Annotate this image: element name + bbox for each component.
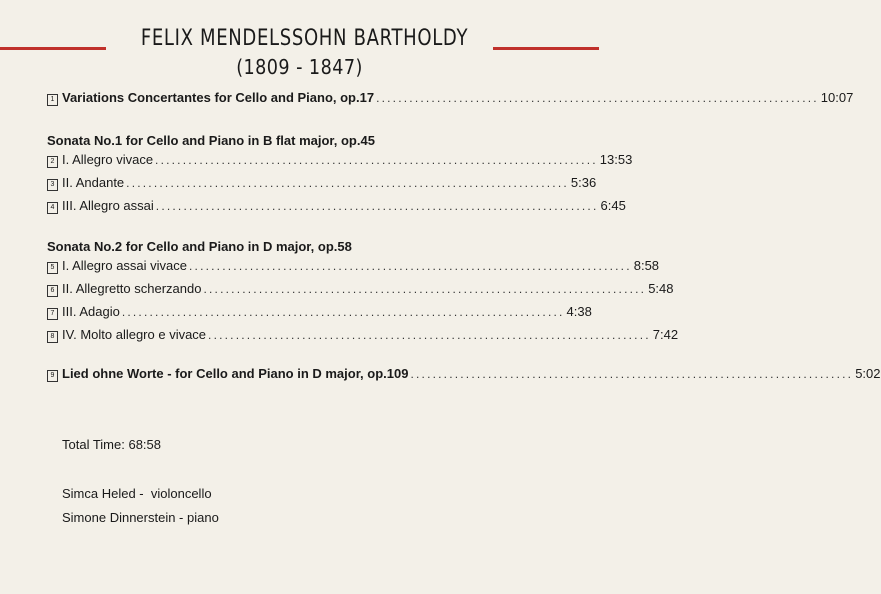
leader-dots: ................................................................................ (208, 328, 651, 342)
track-number-box: 1 (47, 94, 58, 106)
track-6 (47, 281, 674, 304)
track-9 (47, 366, 881, 389)
track-time: 10:07 (820, 90, 854, 105)
track-2 (47, 152, 633, 175)
track-time: 7:42 (652, 327, 679, 342)
track-time: 5:02 (855, 366, 881, 381)
track-number-box: 6 (47, 285, 58, 297)
leader-dots: ................................................................................ (376, 91, 819, 105)
track-title: II. Andante (62, 175, 125, 190)
red-rule-right (493, 47, 599, 50)
track-number-box: 8 (47, 331, 58, 343)
track-5 (47, 258, 660, 281)
leader-dots: ................................................................................ (203, 282, 647, 296)
composer-name: FELIX MENDELSSOHN BARTHOLDY (140, 26, 469, 51)
leader-dots: ................................................................................ (410, 367, 854, 381)
track-time: 5:48 (648, 281, 674, 296)
group-title-sonata-1: Sonata No.1 for Cello and Piano in B flat major, op.45 (47, 133, 375, 148)
track-time: 5:36 (570, 175, 597, 190)
track-8 (47, 327, 679, 350)
track-time: 8:58 (633, 258, 660, 273)
track-1 (47, 90, 854, 113)
track-3 (47, 175, 597, 198)
track-7 (47, 304, 592, 327)
track-title: III. Adagio (62, 304, 120, 319)
header (0, 22, 599, 82)
track-title: II. Allegretto scherzando (62, 281, 202, 296)
track-number-box: 4 (47, 202, 58, 214)
track-title: I. Allegro assai vivace (62, 258, 188, 273)
track-number-box: 5 (47, 262, 58, 274)
track-4 (47, 198, 626, 221)
track-title: I. Allegro vivace (62, 152, 154, 167)
track-time: 4:38 (566, 304, 592, 319)
leader-dots: ................................................................................ (189, 259, 632, 273)
track-title: Lied ohne Worte - for Cello and Piano in D major, op.109 (62, 366, 409, 381)
performer-piano: Simone Dinnerstein - piano (62, 510, 219, 525)
leader-dots: ................................................................................ (126, 176, 569, 190)
performer-cello: Simca Heled - violoncello (62, 486, 212, 501)
track-time: 6:45 (600, 198, 626, 213)
track-number-box: 7 (47, 308, 58, 320)
leader-dots: ................................................................................ (121, 305, 565, 319)
leader-dots: ................................................................................ (155, 153, 598, 167)
red-rule-left (0, 47, 106, 50)
total-time: Total Time: 68:58 (62, 437, 161, 452)
group-title-sonata-2: Sonata No.2 for Cello and Piano in D major, op.58 (47, 239, 352, 254)
track-title: Variations Concertantes for Cello and Piano, op.17 (62, 90, 375, 105)
track-number-box: 3 (47, 179, 58, 191)
track-number-box: 9 (47, 370, 58, 382)
track-title: III. Allegro assai (62, 198, 154, 213)
track-title: IV. Molto allegro e vivace (62, 327, 207, 342)
track-list (47, 90, 881, 389)
leader-dots: ................................................................................ (155, 199, 599, 213)
composer-years: (1809 - 1847) (236, 55, 363, 79)
track-number-box: 2 (47, 156, 58, 168)
track-time: 13:53 (599, 152, 633, 167)
